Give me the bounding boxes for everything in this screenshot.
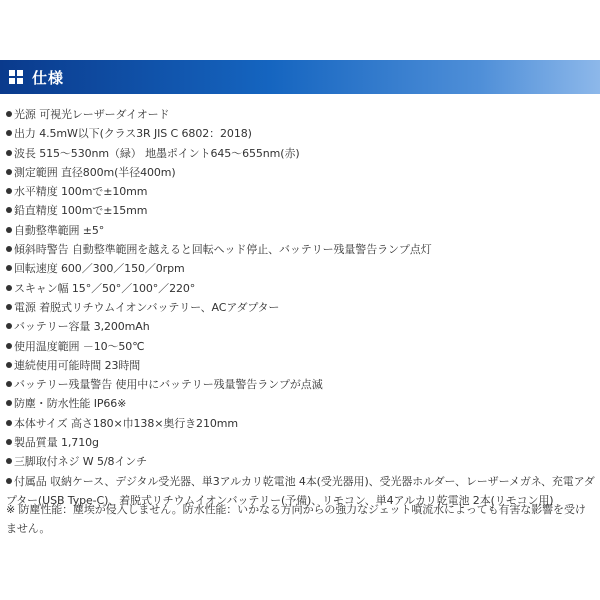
bullet-icon	[6, 439, 12, 445]
spec-item: 測定範囲 直径800m(半径400m)	[0, 163, 600, 182]
bullet-icon	[6, 130, 12, 136]
spec-item: 回転速度 600／300／150／0rpm	[0, 259, 600, 278]
spec-item: バッテリー残量警告 使用中にバッテリー残量警告ランプが点滅	[0, 375, 600, 394]
bullet-icon	[6, 265, 12, 271]
section-header	[0, 60, 600, 94]
bullet-icon	[6, 111, 12, 117]
spec-item: 波長 515～530nm（緑） 地墨ポイント645～655nm(赤)	[0, 144, 600, 163]
spec-item: 使用温度範囲 －10～50℃	[0, 337, 600, 356]
grid-icon	[9, 70, 23, 84]
bullet-icon	[6, 420, 12, 426]
spec-item: 連続使用可能時間 23時間	[0, 356, 600, 375]
spec-item: スキャン幅 15°／50°／100°／220°	[0, 279, 600, 298]
spec-item: 本体サイズ 高さ180×巾138×奥行き210mm	[0, 414, 600, 433]
section-title: 仕様	[32, 69, 65, 87]
bullet-icon	[6, 285, 12, 291]
spec-item: 水平精度 100mで±10mm	[0, 182, 600, 201]
bullet-icon	[6, 400, 12, 406]
bullet-icon	[6, 169, 12, 175]
spec-item: 三脚取付ネジ W 5/8インチ	[0, 452, 600, 471]
bullet-icon	[6, 343, 12, 349]
bullet-icon	[6, 246, 12, 252]
spec-item: 製品質量 1,710g	[0, 433, 600, 452]
bullet-icon	[6, 188, 12, 194]
spec-item: バッテリー容量 3,200mAh	[0, 317, 600, 336]
spec-item: 鉛直精度 100mで±15mm	[0, 201, 600, 220]
footnote: ※ 防塵性能：塵埃が侵入しません。防水性能：いかなる方向からの強力なジェット噴流水によっても有害な影響を受けません。	[6, 503, 586, 535]
spec-list	[0, 105, 600, 510]
spec-item: 出力 4.5mW以下(クラス3R JIS C 6802：2018)	[0, 124, 600, 143]
bullet-icon	[6, 458, 12, 464]
bullet-icon	[6, 381, 12, 387]
bullet-icon	[6, 150, 12, 156]
spec-item: 付属品 収納ケース、デジタル受光器、単3アルカリ乾電池 4本(受光器用)、受光器ホルダー、レーザーメガネ、充電アダプター(USB Type-C)、着脱式リチウムイオンバッテリー(予備)、リモコン、単4アルカリ乾電池 2本(リモコン用)	[6, 474, 595, 507]
spec-item: 防塵・防水性能 IP66※	[0, 394, 600, 413]
bullet-icon	[6, 323, 12, 329]
spec-item: 電源 着脱式リチウムイオンバッテリー、ACアダプター	[0, 298, 600, 317]
bullet-icon	[6, 478, 12, 484]
spec-item: 自動整準範囲 ±5°	[0, 221, 600, 240]
bullet-icon	[6, 304, 12, 310]
bullet-icon	[6, 362, 12, 368]
bullet-icon	[6, 227, 12, 233]
bullet-icon	[6, 207, 12, 213]
spec-item: 傾斜時警告 自動整準範囲を越えると回転ヘッド停止、バッテリー残量警告ランプ点灯	[0, 240, 600, 259]
spec-item: 光源 可視光レーザーダイオード	[0, 105, 600, 124]
